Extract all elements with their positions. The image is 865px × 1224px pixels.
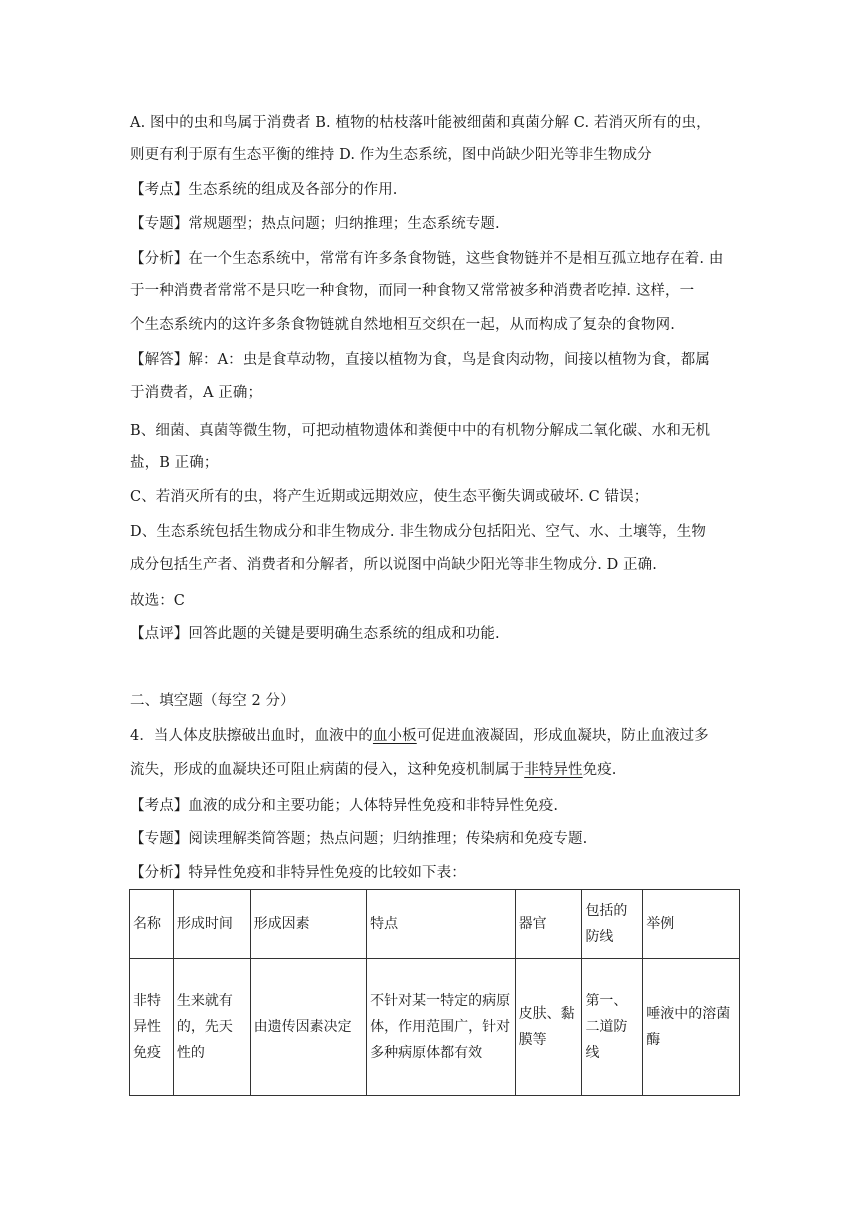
q4-zhuanti: 【专题】阅读理解类简答题；热点问题；归纳推理；传染病和免疫专题. [130, 831, 588, 847]
table-header-cell: 形成因素 [250, 890, 367, 959]
answer-line-6: D、生态系统包括生物成分和非生物成分. 非生物成分包括阳光、空气、水、土壤等，生物 [130, 524, 706, 540]
answer-choice: 故选：C [130, 593, 185, 609]
q4-blank-1: 血小板 [372, 728, 417, 744]
comment-line: 【点评】回答此题的关键是要明确生态系统的组成和功能. [130, 626, 500, 642]
analysis-line-3: 个生态系统内的这许多条食物链就自然地相互交织在一起，从而构成了复杂的食物网. [130, 317, 675, 333]
table-header-cell: 名称 [130, 890, 174, 959]
q4-line-1 [130, 726, 740, 746]
answer-line-5: C、若消灭所有的虫，将产生近期或远期效应，使生态平衡失调或破坏. C 错误； [130, 489, 649, 505]
table-cell: 由遗传因素决定 [250, 959, 367, 1096]
table-row [130, 959, 740, 1096]
table-header-cell: 举例 [643, 890, 740, 959]
kaodian-line: 【考点】生态系统的组成及各部分的作用. [130, 182, 398, 198]
q4-kaodian: 【考点】血液的成分和主要功能；人体特异性免疫和非特异性免疫. [130, 798, 559, 814]
analysis-line-1: 【分析】在一个生态系统中，常常有许多条食物链，这些食物链并不是相互孤立地存在着. 由 [130, 251, 724, 267]
table-cell: 唾液中的溶菌酶 [643, 959, 740, 1096]
table-header-cell: 包括的防线 [582, 890, 643, 959]
table-header-cell: 器官 [515, 890, 582, 959]
answer-line-3: B、细菌、真菌等微生物，可把动植物遗体和粪便中中的有机物分解成二氧化碳、水和无机 [130, 423, 711, 439]
immunity-comparison-table [129, 889, 740, 1096]
table-header-cell: 形成时间 [173, 890, 250, 959]
q4-blank-2: 非特异性 [524, 762, 583, 778]
answer-line-7: 成分包括生产者、消费者和分解者，所以说图中尚缺少阳光等非生物成分. D 正确. [130, 557, 657, 573]
section-title: 二、填空题（每空 2 分） [130, 693, 295, 709]
q4-text-1a: 4．当人体皮肤擦破出血时，血液中的 [130, 728, 373, 744]
table-header-cell: 特点 [367, 890, 515, 959]
q4-text-2b: 免疫. [582, 762, 617, 778]
q4-text-2a: 流失，形成的血凝块还可阻止病菌的侵入，这种免疫机制属于 [130, 762, 525, 778]
table-cell: 第一、二道防线 [582, 959, 643, 1096]
zhuanti-line: 【专题】常规题型；热点问题；归纳推理；生态系统专题. [130, 216, 500, 232]
table-header-row [130, 890, 740, 959]
q4-fenxi: 【分析】特异性免疫和非特异性免疫的比较如下表： [130, 865, 466, 881]
answer-line-2: 于消费者，A 正确； [130, 385, 263, 401]
table-cell: 非特异性免疫 [130, 959, 174, 1096]
q4-text-1b: 可促进血液凝固，形成血凝块，防止血液过多 [416, 728, 709, 744]
q4-line-2 [130, 760, 740, 780]
option-line-1: A. 图中的虫和鸟属于消费者 B. 植物的枯枝落叶能被细菌和真菌分解 C. 若消灭所有的虫， [130, 115, 711, 131]
table-cell: 不针对某一特定的病原体，作用范围广，针对多种病原体都有效 [367, 959, 515, 1096]
answer-line-1: 【解答】解：A：虫是食草动物，直接以植物为食，鸟是食肉动物，间接以植物为食，都属 [130, 352, 710, 368]
analysis-line-2: 于一种消费者常常不是只吃一种食物，而同一种食物又常常被多种消费者吃掉. 这样，一 [130, 283, 695, 299]
answer-line-4: 盐，B 正确； [130, 455, 219, 471]
table-cell: 皮肤、黏膜等 [515, 959, 582, 1096]
option-line-2: 则更有利于原有生态平衡的维持 D. 作为生态系统，图中尚缺少阳光等非生物成分 [130, 147, 652, 163]
table-cell: 生来就有的，先天性的 [173, 959, 250, 1096]
